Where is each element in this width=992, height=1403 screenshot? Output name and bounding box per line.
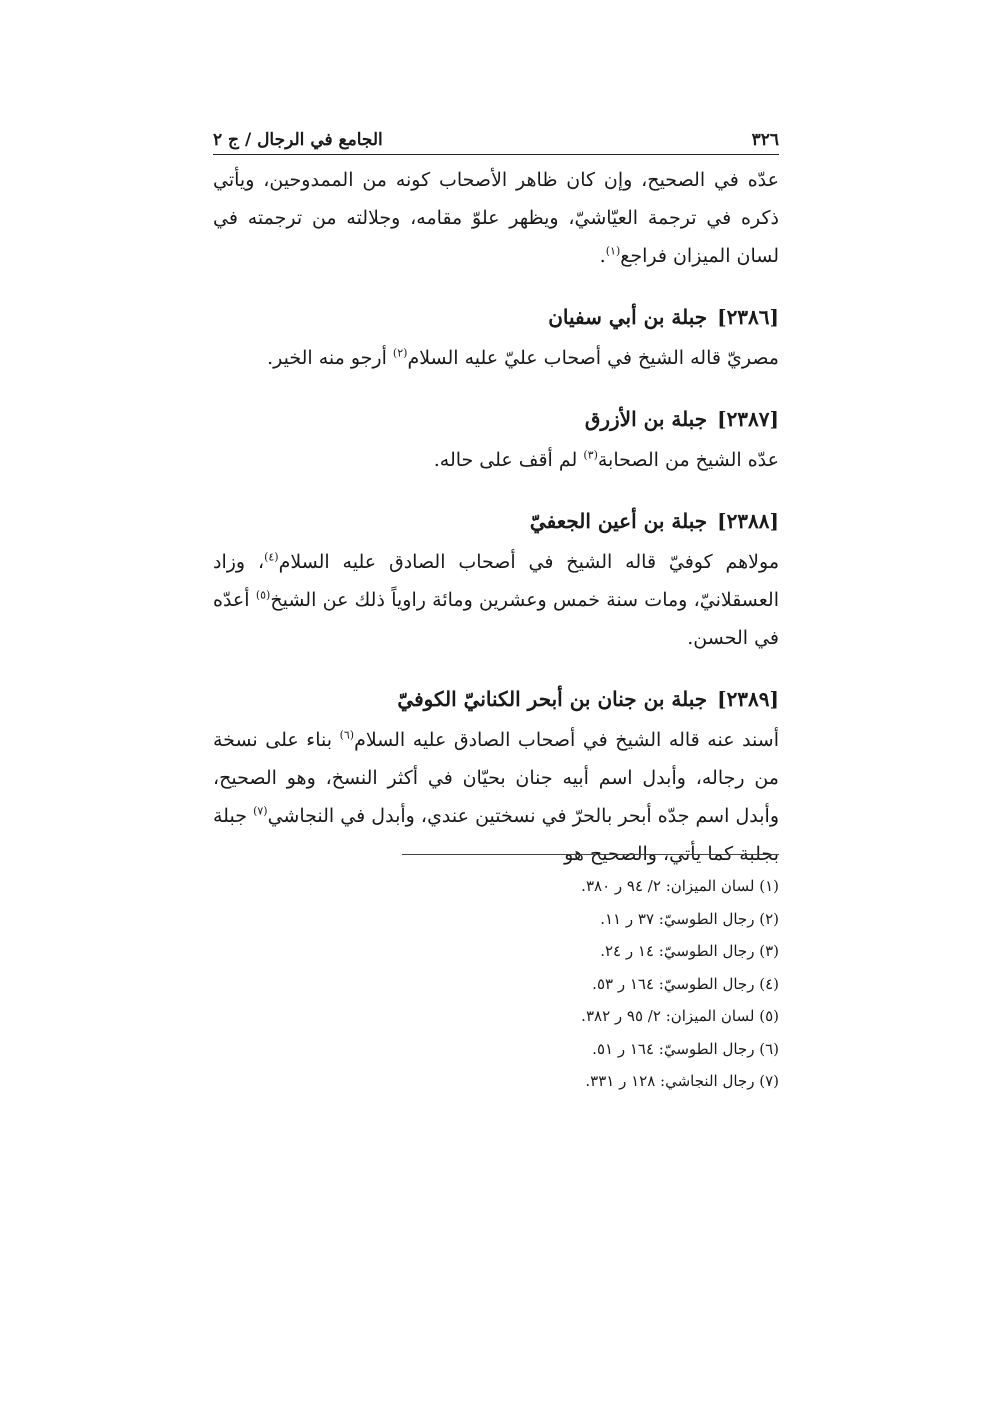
entry-name: جبلة بن الأزرق	[584, 407, 708, 431]
entry-number: [٢٣٨٩]	[717, 687, 779, 711]
page-body	[213, 118, 779, 873]
footnote-ref[interactable]: (٣)	[583, 448, 598, 462]
entry-number: [٢٣٨٦]	[717, 305, 779, 329]
book-title: الجامع في الرجال / ج ٢	[213, 130, 383, 150]
footnote-item: (١) لسان الميزان: ٢/ ٩٤ ر ٣٨٠.	[581, 877, 779, 895]
header-rule	[213, 154, 779, 155]
entry-title	[213, 295, 779, 339]
footnotes-list	[213, 870, 779, 1098]
footnote-item: (٧) رجال النجاشي: ١٢٨ ر ٣٣١.	[585, 1072, 779, 1090]
footnote-ref[interactable]: (٦)	[339, 728, 355, 742]
entry-number: [٢٣٨٧]	[717, 407, 779, 431]
entry-2388	[213, 499, 779, 657]
footnote-item: (٥) لسان الميزان: ٢/ ٩٥ ر ٣٨٢.	[581, 1007, 779, 1025]
footnote-ref[interactable]: (١)	[605, 244, 621, 258]
footnote-ref[interactable]: (٥)	[255, 588, 271, 602]
entry-name: جبلة بن أبي سفيان	[548, 305, 708, 329]
entry-title	[213, 499, 779, 543]
footnote-ref[interactable]: (٤)	[264, 550, 279, 564]
intro-paragraph: عدّه في الصحيح، وإن كان ظاهر الأصحاب كونه من الممدوحين، ويأتي ذكره في ترجمة العيّاشيّ، ويظهر علوّ مقامه، وجلالته من ترجمته في لسان الميزان فراجع$^{(١)}$.	[213, 169, 779, 267]
entry-title	[213, 397, 779, 441]
entry-number: [٢٣٨٨]	[717, 509, 779, 533]
footnote-separator	[402, 854, 779, 855]
intro-line-1: عدّه في الصحيح، وإن كان ظاهر الأصحاب كونه من الممدوحين، ويأتي ذكره في	[213, 169, 779, 229]
entry-text: عدّه الشيخ من الصحابة$^{(٣)}$ لم أقف على حاله.	[433, 448, 779, 471]
entry-text: مولاهم كوفيّ قاله الشيخ في أصحاب الصادق عليه السلام$^{(٤)}$، وزاد العسقلانيّ، ومات سنة خمس وعشرين ومائة راوياً ذلك عن الشيخ$^{(٥)}$ أعدّه في الحسن.	[213, 550, 779, 649]
footnote-ref[interactable]: (٢)	[392, 346, 408, 360]
page-number: ٣٢٦	[751, 130, 779, 150]
entry-2387	[213, 397, 779, 479]
entry-name: جبلة بن جنان بن أبحر الكنانيّ الكوفيّ	[397, 687, 708, 711]
entry-name: جبلة بن أعين الجعفيّ	[529, 509, 708, 533]
entry-text: مصريّ قاله الشيخ في أصحاب عليّ عليه السلام$^{(٢)}$ أرجو منه الخير.	[267, 346, 779, 369]
entry-text: أسند عنه قاله الشيخ في أصحاب الصادق عليه السلام$^{(٦)}$ بناء على نسخة من رجاله، وأبدل اسم أبيه جنان بحيّان في أكثر النسخ، وهو الصحيح، وأبدل اسم جدّه أبحر بالحرّ في نسختين عندي، وأبدل في النجاشي$^{(٧)}$ جبلة بجلبة كما يأتي، والصحيح هو	[213, 728, 779, 865]
footnote-item: (٦) رجال الطوسيّ: ١٦٤ ر ٥١.	[592, 1039, 779, 1058]
footnote-item: (٣) رجال الطوسيّ: ١٤ ر ٢٤.	[600, 942, 779, 960]
footnote-item: (٢) رجال الطوسيّ: ٣٧ ر ١١.	[600, 909, 779, 928]
intro-line-2: ترجمة العيّاشيّ، ويظهر علوّ مقامه، وجلالته من ترجمته في لسان الميزان فراجع	[213, 207, 779, 267]
entry-2389	[213, 677, 779, 873]
entry-2386	[213, 295, 779, 377]
running-header	[213, 118, 779, 150]
entry-title	[213, 677, 779, 721]
footnote-item: (٤) رجال الطوسيّ: ١٦٤ ر ٥٣.	[592, 974, 779, 993]
footnote-ref[interactable]: (٧)	[253, 804, 268, 818]
